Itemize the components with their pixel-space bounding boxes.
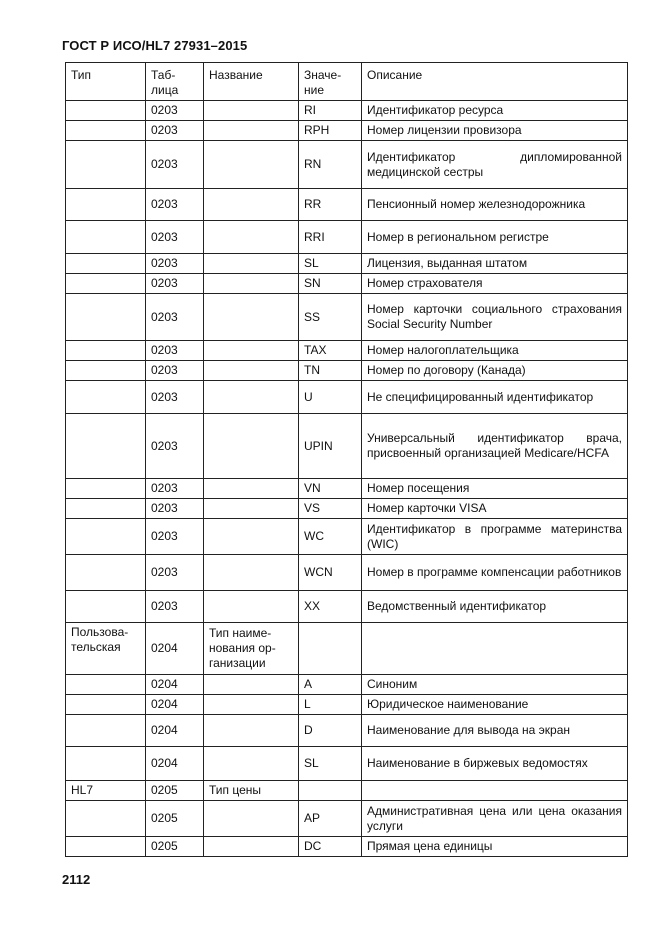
table-cell: 0203 — [146, 361, 204, 381]
description-cell — [362, 781, 628, 801]
name-cell — [204, 837, 299, 857]
table-cell: 0203 — [146, 591, 204, 623]
table-body — [66, 101, 628, 857]
table-row — [66, 801, 628, 837]
table-cell: 0203 — [146, 294, 204, 341]
table-row — [66, 623, 628, 675]
table-cell: 0205 — [146, 801, 204, 837]
type-cell — [66, 695, 146, 715]
table-cell: 0203 — [146, 274, 204, 294]
name-cell — [204, 381, 299, 414]
description-cell: Идентификатор ресурса — [362, 101, 628, 121]
description-cell: Номер в региональном регистре — [362, 221, 628, 254]
description-cell: Ведомственный идентификатор — [362, 591, 628, 623]
table-row — [66, 715, 628, 747]
type-cell — [66, 101, 146, 121]
value-cell: XX — [299, 591, 362, 623]
description-cell: Юридическое наименование — [362, 695, 628, 715]
value-cell: WCN — [299, 555, 362, 591]
table-cell: 0203 — [146, 254, 204, 274]
description-cell: Идентификатор дипломированной медицинской сестры — [362, 141, 628, 189]
description-cell: Прямая цена единицы — [362, 837, 628, 857]
table-cell: 0203 — [146, 381, 204, 414]
table-cell: 0203 — [146, 121, 204, 141]
value-cell: SN — [299, 274, 362, 294]
type-cell — [66, 221, 146, 254]
value-cell: TAX — [299, 341, 362, 361]
table-cell: 0203 — [146, 341, 204, 361]
type-cell — [66, 121, 146, 141]
description-cell: Универсальный идентификатор врача, присвоенный организацией Medicare/HCFA — [362, 414, 628, 479]
column-header-description: Описание — [362, 63, 628, 101]
name-cell — [204, 341, 299, 361]
type-cell — [66, 499, 146, 519]
value-cell: SS — [299, 294, 362, 341]
table-row — [66, 141, 628, 189]
table-row — [66, 414, 628, 479]
table-cell: 0203 — [146, 101, 204, 121]
name-cell — [204, 414, 299, 479]
description-cell: Административная цена или цена оказания услуги — [362, 801, 628, 837]
description-cell: Лицензия, выданная штатом — [362, 254, 628, 274]
table-row — [66, 121, 628, 141]
table-cell: 0204 — [146, 695, 204, 715]
table-cell: 0203 — [146, 499, 204, 519]
type-cell — [66, 189, 146, 221]
column-header-name: Название — [204, 63, 299, 101]
value-cell: DC — [299, 837, 362, 857]
name-cell — [204, 254, 299, 274]
value-cell: D — [299, 715, 362, 747]
name-cell — [204, 675, 299, 695]
description-cell: Идентификатор в программе материнства (WIC) — [362, 519, 628, 555]
table-cell: 0203 — [146, 555, 204, 591]
name-cell — [204, 189, 299, 221]
name-cell: Тип цены — [204, 781, 299, 801]
table-row — [66, 555, 628, 591]
table-row — [66, 591, 628, 623]
table-row — [66, 254, 628, 274]
type-cell — [66, 381, 146, 414]
name-cell: Тип наиме- нования ор- ганизации — [204, 623, 299, 675]
type-cell — [66, 274, 146, 294]
value-cell: RR — [299, 189, 362, 221]
description-cell: Номер страхователя — [362, 274, 628, 294]
table-row — [66, 837, 628, 857]
name-cell — [204, 801, 299, 837]
table-row — [66, 781, 628, 801]
table-row — [66, 479, 628, 499]
table-cell: 0204 — [146, 715, 204, 747]
table-cell: 0203 — [146, 479, 204, 499]
description-cell: Наименование для вывода на экран — [362, 715, 628, 747]
table-row — [66, 274, 628, 294]
value-cell: RRI — [299, 221, 362, 254]
name-cell — [204, 361, 299, 381]
value-cell: VS — [299, 499, 362, 519]
type-cell: HL7 — [66, 781, 146, 801]
name-cell — [204, 591, 299, 623]
description-cell: Номер карточки социального страхования Social Security Number — [362, 294, 628, 341]
description-cell: Синоним — [362, 675, 628, 695]
name-cell — [204, 141, 299, 189]
name-cell — [204, 747, 299, 781]
type-cell — [66, 519, 146, 555]
column-header-type: Тип — [66, 63, 146, 101]
table-row — [66, 294, 628, 341]
value-cell: A — [299, 675, 362, 695]
table-row — [66, 361, 628, 381]
table-cell: 0204 — [146, 747, 204, 781]
table-cell: 0204 — [146, 623, 204, 675]
document-header: ГОСТ Р ИСО/HL7 27931–2015 — [62, 38, 248, 53]
type-cell — [66, 254, 146, 274]
table-header-row — [66, 63, 628, 101]
type-cell — [66, 341, 146, 361]
column-header-table: Таб- лица — [146, 63, 204, 101]
column-header-value: Значе- ние — [299, 63, 362, 101]
name-cell — [204, 499, 299, 519]
type-cell — [66, 591, 146, 623]
type-cell — [66, 555, 146, 591]
table-cell: 0203 — [146, 141, 204, 189]
table-cell: 0205 — [146, 781, 204, 801]
table-row — [66, 341, 628, 361]
description-cell: Наименование в биржевых ведомостях — [362, 747, 628, 781]
table-row — [66, 499, 628, 519]
description-cell: Номер лицензии провизора — [362, 121, 628, 141]
table-row — [66, 189, 628, 221]
table-row — [66, 695, 628, 715]
type-cell — [66, 837, 146, 857]
name-cell — [204, 274, 299, 294]
type-cell — [66, 747, 146, 781]
type-cell — [66, 361, 146, 381]
description-cell — [362, 623, 628, 675]
value-cell: RPH — [299, 121, 362, 141]
value-cell: SL — [299, 747, 362, 781]
name-cell — [204, 479, 299, 499]
table-row — [66, 381, 628, 414]
page-number: 2112 — [62, 872, 91, 887]
table-row — [66, 747, 628, 781]
table-cell: 0203 — [146, 519, 204, 555]
type-cell — [66, 675, 146, 695]
value-cell: VN — [299, 479, 362, 499]
table-row — [66, 675, 628, 695]
table-row — [66, 221, 628, 254]
name-cell — [204, 519, 299, 555]
data-table — [65, 62, 628, 857]
value-cell: RN — [299, 141, 362, 189]
type-cell — [66, 141, 146, 189]
value-cell — [299, 781, 362, 801]
description-cell: Номер карточки VISA — [362, 499, 628, 519]
value-cell: UPIN — [299, 414, 362, 479]
name-cell — [204, 555, 299, 591]
table-row — [66, 101, 628, 121]
description-cell: Номер налогоплательщика — [362, 341, 628, 361]
description-cell: Пенсионный номер железнодорожника — [362, 189, 628, 221]
value-cell: AP — [299, 801, 362, 837]
description-cell: Номер в программе компенсации работников — [362, 555, 628, 591]
name-cell — [204, 221, 299, 254]
name-cell — [204, 121, 299, 141]
type-cell — [66, 479, 146, 499]
type-cell — [66, 715, 146, 747]
value-cell — [299, 623, 362, 675]
name-cell — [204, 695, 299, 715]
value-cell: TN — [299, 361, 362, 381]
description-cell: Не специфицированный идентификатор — [362, 381, 628, 414]
table-cell: 0203 — [146, 414, 204, 479]
description-cell: Номер посещения — [362, 479, 628, 499]
name-cell — [204, 294, 299, 341]
value-cell: RI — [299, 101, 362, 121]
type-cell — [66, 801, 146, 837]
table-row — [66, 519, 628, 555]
value-cell: U — [299, 381, 362, 414]
name-cell — [204, 101, 299, 121]
value-cell: WC — [299, 519, 362, 555]
value-cell: SL — [299, 254, 362, 274]
name-cell — [204, 715, 299, 747]
table-cell: 0204 — [146, 675, 204, 695]
table-cell: 0203 — [146, 221, 204, 254]
description-cell: Номер по договору (Канада) — [362, 361, 628, 381]
table-cell: 0205 — [146, 837, 204, 857]
type-cell — [66, 294, 146, 341]
type-cell — [66, 414, 146, 479]
table-cell: 0203 — [146, 189, 204, 221]
type-cell: Пользова- тельская — [66, 623, 146, 675]
value-cell: L — [299, 695, 362, 715]
